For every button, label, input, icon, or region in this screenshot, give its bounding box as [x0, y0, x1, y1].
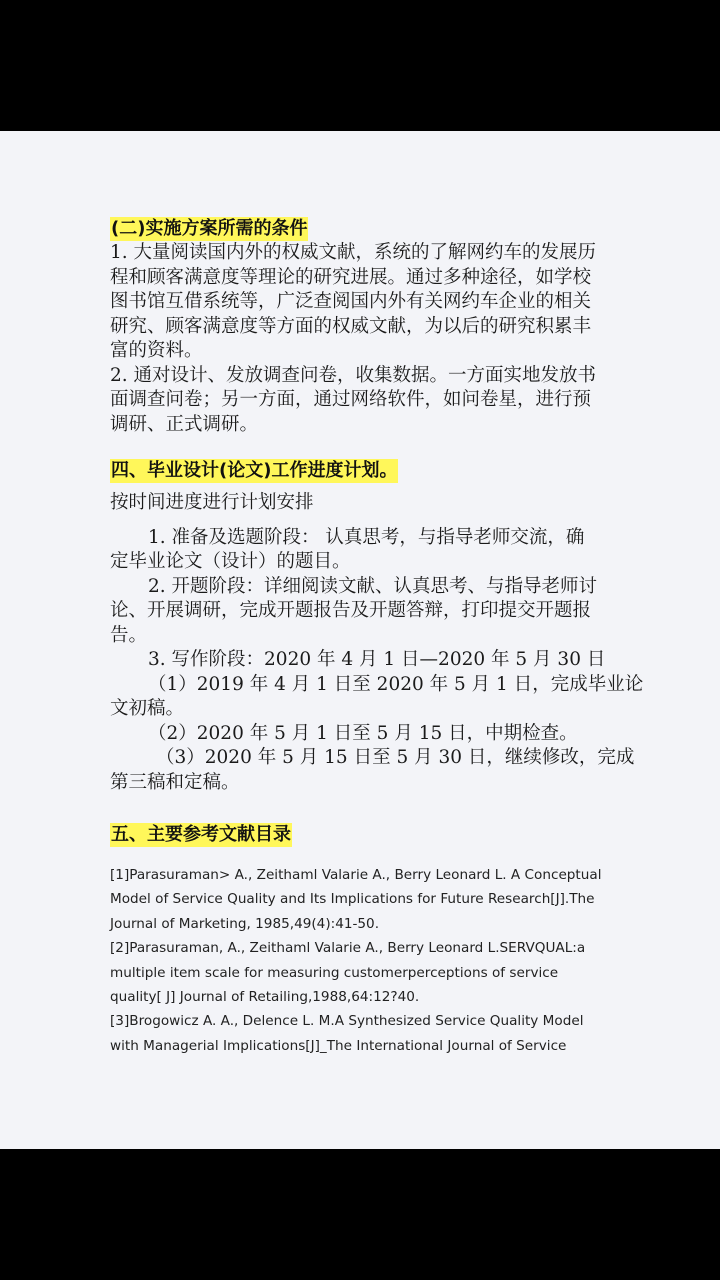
paragraph-line: 调研、正式调研。	[110, 413, 259, 435]
section-4-body	[110, 526, 644, 796]
paragraph-line: 2. 通对设计、发放调查问卷，收集数据。一方面实地发放书	[110, 364, 597, 386]
paragraph-line: 程和顾客满意度等理论的研究进展。通过多种途径，如学校	[110, 266, 592, 288]
reference-list	[110, 863, 614, 1058]
paragraph-line: 面调查问卷；另一方面，通过网络软件，如问卷星，进行预	[110, 389, 592, 410]
section-2-heading-text: (二)实施方案所需的条件	[111, 218, 308, 239]
paragraph-line: 研究、顾客满意度等方面的权威文献，为以后的研究积累丰	[110, 315, 592, 337]
section-4-intro: 按时间进度进行计划安排	[110, 492, 314, 513]
reference-line: [1]Parasuraman> A., Zeithaml Valarie A., Berry Leonard L. A Conceptual	[110, 867, 602, 883]
reference-line: quality[ J] Journal of Retailing,1988,64:12?40.	[110, 989, 420, 1006]
section-5-heading	[110, 823, 614, 847]
paragraph-line: 1. 大量阅读国内外的权威文献，系统的了解网约车的发展历	[110, 242, 597, 263]
reference-line: with Managerial Implications[J]_The International Journal of Service	[110, 1037, 567, 1054]
section-2-body	[110, 241, 614, 437]
schedule-line: 2. 开题阶段：详细阅读文献、认真思考、与指导老师讨	[148, 575, 598, 597]
reference-line: [3]Brogowicz A. A., Delence L. M.A Synthesized Service Quality Model	[110, 1013, 584, 1030]
schedule-line: 定毕业论文（设计）的题目。	[110, 551, 351, 572]
schedule-line: （2）2020 年 5 月 1 日至 5 月 15 日，中期检查。	[148, 722, 578, 744]
schedule-line: 告。	[110, 624, 148, 646]
letterbox-bottom	[0, 1149, 720, 1280]
schedule-line: （1）2019 年 4 月 1 日至 2020 年 5 月 1 日，完成毕业论	[148, 673, 644, 695]
schedule-line: 3. 写作阶段：2020 年 4 月 1 日—2020 年 5 月 30 日	[148, 649, 606, 670]
letterbox-top	[0, 0, 720, 131]
schedule-line: （3）2020 年 5 月 15 日至 5 月 30 日，继续修改，完成	[156, 747, 635, 768]
schedule-line: 文初稿。	[110, 698, 185, 719]
section-4-heading	[110, 459, 614, 483]
reference-line: [2]Parasuraman, A., Zeithaml Valarie A., Berry Leonard L.SERVQUAL:a	[110, 940, 586, 957]
document-content	[110, 217, 644, 1058]
section-4-heading-text: 四、毕业设计(论文)工作进度计划。	[111, 460, 398, 481]
schedule-line: 第三稿和定稿。	[110, 771, 240, 793]
section-5-heading-text: 五、主要参考文献目录	[111, 824, 291, 845]
reference-line: Journal of Marketing, 1985,49(4):41-50.	[110, 915, 380, 932]
document-page	[0, 131, 720, 1149]
paragraph-line: 富的资料。	[110, 340, 203, 361]
paragraph-line: 图书馆互借系统等，广泛查阅国内外有关网约车企业的相关	[110, 291, 592, 312]
reference-line: multiple item scale for measuring customerperceptions of service	[110, 964, 559, 981]
reference-line: Model of Service Quality and Its Implications for Future Research[J].The	[110, 891, 595, 908]
section-2-heading	[110, 217, 614, 241]
schedule-line: 1. 准备及选题阶段： 认真思考，与指导老师交流，确	[148, 526, 585, 548]
schedule-line: 论、开展调研，完成开题报告及开题答辩，打印提交开题报	[110, 600, 592, 621]
